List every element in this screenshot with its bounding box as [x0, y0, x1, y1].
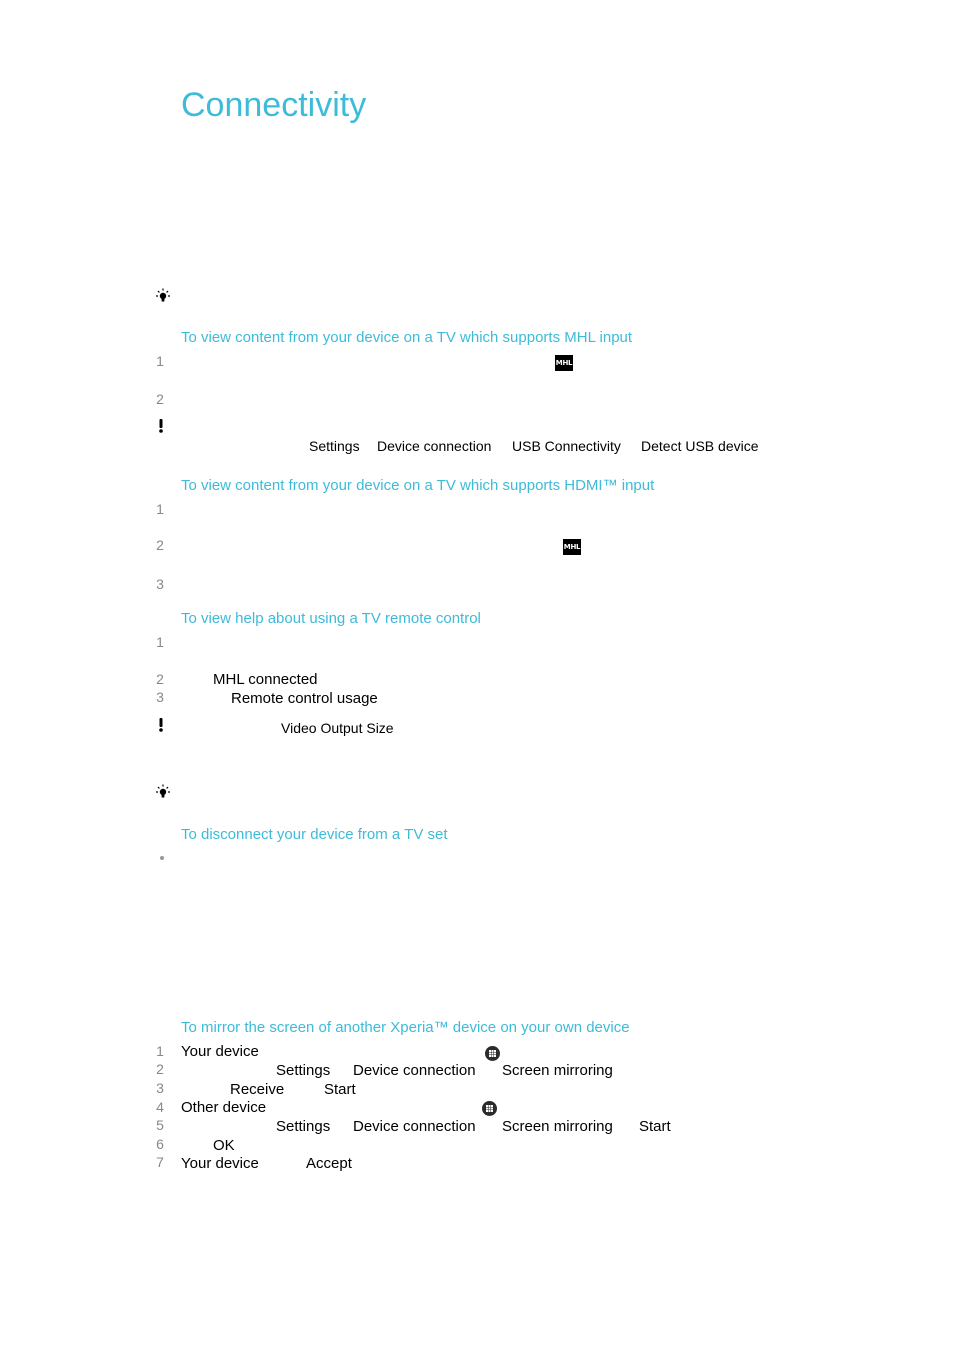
step-number: 6	[156, 1136, 164, 1152]
mhl-icon: MHL	[555, 355, 573, 371]
path-settings: Settings	[276, 1062, 331, 1079]
label-your-device: Your device	[181, 1155, 259, 1172]
section-heading-mhl: To view content from your device on a TV which supports MHL input	[181, 329, 633, 346]
label-start: Start	[639, 1118, 671, 1135]
label-receive: Receive	[230, 1081, 285, 1098]
step-number: 2	[156, 537, 164, 553]
label-start: Start	[324, 1081, 356, 1098]
bullet	[160, 856, 164, 860]
label-accept: Accept	[306, 1155, 352, 1172]
step-number: 3	[156, 576, 164, 592]
path-device-connection: Device connection	[377, 438, 492, 454]
step-number: 3	[156, 1080, 164, 1096]
exclamation-icon	[157, 418, 165, 434]
section-heading-disconnect: To disconnect your device from a TV set	[181, 826, 448, 843]
step-number: 1	[156, 501, 164, 517]
step-number: 7	[156, 1154, 164, 1170]
apps-icon	[482, 1101, 497, 1116]
section-heading-remote: To view help about using a TV remote control	[181, 610, 481, 627]
section-heading-mirror: To mirror the screen of another Xperia™ device on your own device	[181, 1019, 630, 1036]
mhl-icon: MHL	[563, 539, 581, 555]
label-video-output-size: Video Output Size	[281, 720, 394, 736]
step-number: 2	[156, 671, 164, 687]
lightbulb-icon	[155, 784, 171, 800]
path-usb-connectivity: USB Connectivity	[512, 438, 621, 454]
label-your-device: Your device	[181, 1043, 259, 1060]
label-remote-control-usage: Remote control usage	[231, 690, 378, 707]
apps-icon	[485, 1046, 500, 1061]
step-number: 5	[156, 1117, 164, 1133]
step-number: 1	[156, 1043, 164, 1059]
step-number: 4	[156, 1099, 164, 1115]
step-number: 1	[156, 353, 164, 369]
label-other-device: Other device	[181, 1099, 267, 1116]
path-screen-mirroring: Screen mirroring	[502, 1062, 613, 1079]
exclamation-icon	[157, 717, 165, 733]
path-screen-mirroring: Screen mirroring	[502, 1118, 613, 1135]
step-number: 2	[156, 391, 164, 407]
path-detect-usb-device: Detect USB device	[641, 438, 759, 454]
lightbulb-icon	[155, 288, 171, 304]
label-mhl-connected: MHL connected	[213, 671, 318, 688]
label-ok: OK	[213, 1137, 235, 1154]
path-device-connection: Device connection	[353, 1118, 476, 1135]
path-settings: Settings	[276, 1118, 331, 1135]
section-heading-hdmi: To view content from your device on a TV which supports HDMI™ input	[181, 477, 655, 494]
page-title: Connectivity	[181, 86, 367, 124]
path-settings: Settings	[309, 438, 360, 454]
step-number: 2	[156, 1061, 164, 1077]
step-number: 3	[156, 689, 164, 705]
path-device-connection: Device connection	[353, 1062, 476, 1079]
step-number: 1	[156, 634, 164, 650]
